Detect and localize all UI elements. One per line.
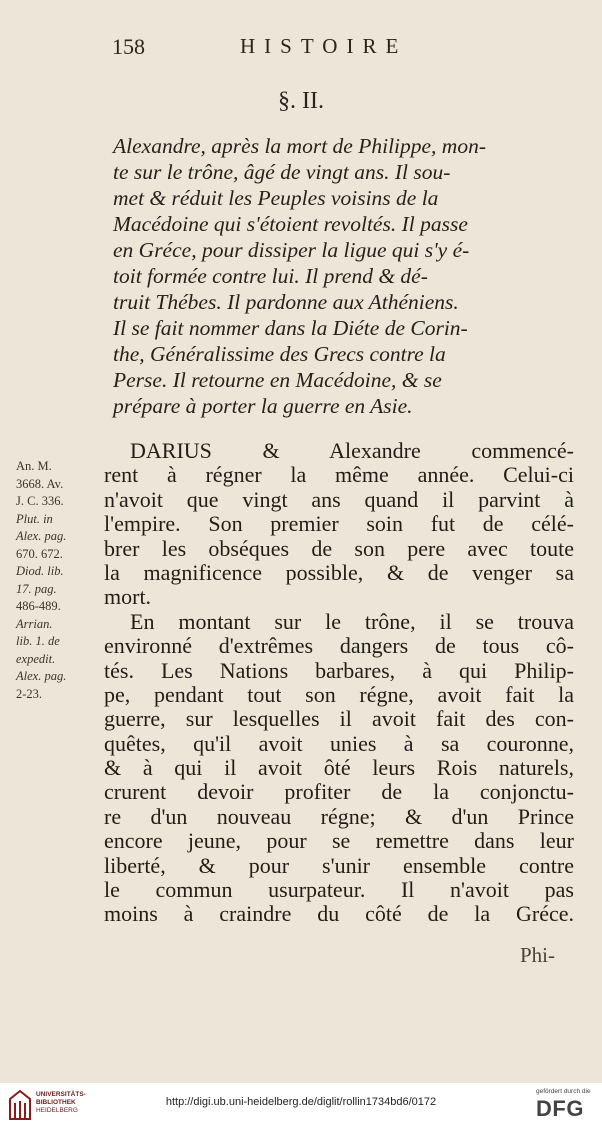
body-line: la magnificence possible, & de venger sa	[104, 559, 574, 585]
page-number: 158	[112, 34, 145, 59]
body-line: moins à craindre du côté de la Gréce.	[104, 901, 574, 927]
dfg-logo: DFG	[536, 1096, 584, 1121]
permalink-url[interactable]: http://digi.ub.uni-heidelberg.de/diglit/rollin1734bd6/0172	[165, 1096, 437, 1108]
summary-line: Alexandre, après la mort de Philippe, mon-	[113, 134, 486, 158]
body-line: n'avoit que vingt ans quand il parvint à	[104, 486, 574, 512]
summary-line: the, Généralissime des Grecs contre la	[113, 342, 446, 366]
summary-line: te sur le trône, âgé de vingt ans. Il sou-	[113, 160, 451, 184]
margin-note-line: 3668. Av.	[16, 476, 64, 491]
summary-line: Macédoine qui s'étoient revoltés. Il passe	[113, 212, 468, 236]
margin-notes	[16, 458, 98, 703]
summary-line: truit Thébes. Il pardonne aux Athéniens.	[113, 290, 459, 314]
body-line: le commun usurpateur. Il n'avoit pas	[104, 877, 574, 903]
funded-by-label: gefördert durch die	[536, 1088, 591, 1095]
margin-note-line: 17. pag.	[16, 581, 57, 596]
body-line: & à qui il avoit ôté leurs Rois naturels,	[104, 755, 574, 781]
margin-note-line: Diod. lib.	[16, 564, 64, 578]
summary-line: en Gréce, pour dissiper la ligue qui s'y é-	[113, 238, 470, 262]
library-footer	[0, 1083, 602, 1129]
margin-note-line: J. C. 336.	[16, 494, 64, 508]
margin-note-line: Alex. pag.	[16, 669, 67, 683]
summary-line: prépare à porter la guerre en Asie.	[113, 394, 413, 418]
body-line: guerre, sur lesquelles il avoit fait des con-	[104, 706, 574, 732]
summary-line: met & réduit les Peuples voisins de la	[113, 186, 439, 210]
body-line: quêtes, qu'il avoit unies à sa couronne,	[104, 730, 574, 756]
library-name-line: BIBLIOTHEK	[36, 1099, 76, 1106]
margin-note-line: 670. 672.	[16, 546, 63, 561]
body-text	[104, 439, 574, 927]
margin-note-line: 486-489.	[16, 599, 61, 613]
library-name-line: HEIDELBERG	[36, 1107, 78, 1114]
library-name-line: UNIVERSITÄTS-	[36, 1091, 86, 1098]
body-line: environné d'extrêmes dangers de tous cô-	[104, 633, 574, 659]
margin-note-line: Plut. in	[16, 511, 53, 526]
body-line: tés. Les Nations barbares, à qui Philip-	[104, 657, 574, 683]
margin-note-line: Alex. pag.	[16, 529, 67, 543]
margin-note-line: An. M.	[16, 459, 52, 473]
body-line: mort.	[104, 584, 152, 610]
body-line: liberté, & pour s'unir ensemble contre	[104, 852, 574, 878]
margin-note-line: expedit.	[16, 651, 56, 666]
body-line: brer les obséques de son pere avec toute	[104, 535, 574, 561]
summary-line: toit formée contre lui. Il prend & dé-	[113, 264, 428, 288]
body-line: l'empire. Son premier soin fut de célé-	[104, 511, 574, 537]
margin-note-line: 2-23.	[16, 686, 43, 701]
section-heading: §. II.	[278, 88, 324, 114]
body-line: pe, pendant tout son régne, avoit fait la	[104, 681, 574, 707]
body-line: encore jeune, pour se remettre dans leur	[104, 828, 574, 854]
body-line: rent à régner la même année. Celui-ci	[104, 462, 574, 488]
chapter-summary	[113, 133, 573, 419]
summary-line: Perse. Il retourne en Macédoine, & se	[113, 368, 442, 392]
body-line: DARIUS & Alexandre commencé-	[130, 438, 574, 463]
summary-line: Il se fait nommer dans la Diéte de Corin-	[113, 316, 468, 340]
body-line: re d'un nouveau régne; & d'un Prince	[104, 803, 574, 829]
catchword: Phi-	[520, 943, 556, 967]
running-title: HISTOIRE	[240, 34, 408, 58]
page-header	[0, 34, 602, 64]
margin-note-line: lib. 1. de	[16, 634, 60, 648]
body-line: En montant sur le trône, il se trouva	[130, 608, 574, 634]
margin-note-line: Arrian.	[16, 616, 53, 631]
body-line: crurent devoir profiter de la conjonctu-	[104, 779, 574, 805]
